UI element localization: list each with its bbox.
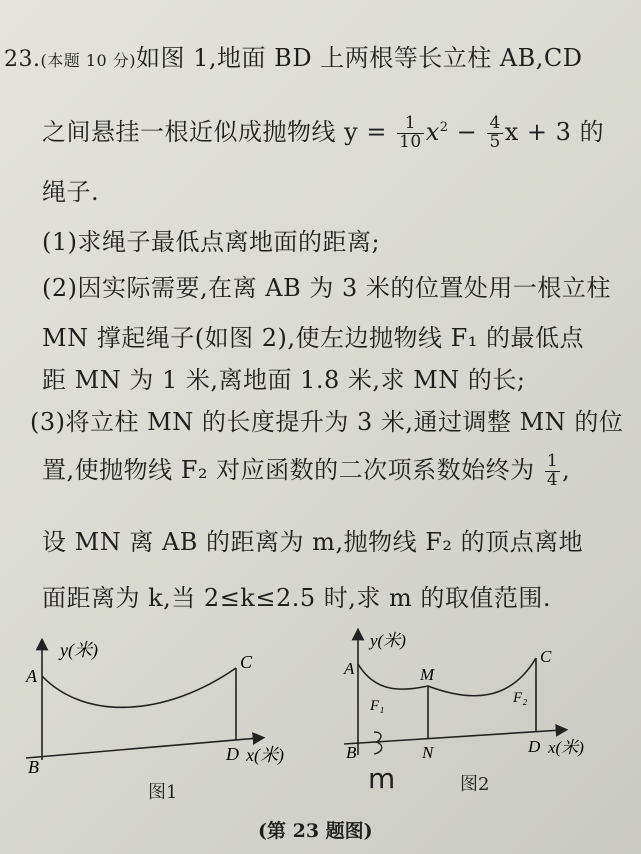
part-3-text-a: (3)将立柱 MN 的长度提升为 3 米,通过调整 MN 的位 (30, 408, 624, 436)
part-3-text-c: 设 MN 离 AB 的距离为 m,抛物线 F₂ 的顶点离地 (42, 528, 584, 556)
part-1 (42, 222, 380, 257)
part-1-text: (1)求绳子最低点离地面的距离; (42, 228, 381, 256)
fig2-label-d: D (528, 737, 541, 756)
question-intro-c: 绳子. (42, 178, 100, 206)
question-points: (本题 10 分) (40, 51, 137, 70)
handwritten-m: m (368, 762, 396, 795)
fig2-label-n: N (422, 743, 434, 762)
var-x: x (425, 118, 440, 146)
fig2-label-f2: F₂ (513, 690, 528, 706)
question-line-3 (42, 172, 99, 207)
part-2-line-2 (42, 318, 584, 353)
part-2-text-b: MN 撑起绳子(如图 2),使左边抛物线 F₁ 的最低点 (42, 324, 584, 352)
fraction-1-4 (545, 453, 560, 490)
fig1-y-label: y(米) (60, 640, 98, 660)
part-2-line-3 (42, 360, 525, 395)
fraction-1-10 (397, 115, 424, 152)
fig2-label-b: B (346, 743, 357, 762)
question-line-1 (4, 38, 583, 73)
fraction-4-5 (487, 115, 502, 152)
question-intro-b-pre: 之间悬挂一根近似成抛物线 y = (42, 118, 387, 146)
fig2-handwritten-brace (374, 732, 382, 754)
figure-2-caption: 图2 (460, 774, 490, 795)
part-2-line-1 (42, 268, 611, 303)
frac-den: 4 (546, 470, 559, 490)
frac-num: 1 (546, 451, 559, 472)
fig1-label-c: C (240, 652, 253, 672)
frac-num: 1 (404, 113, 417, 134)
fig1-x-axis (26, 738, 259, 758)
minus-sign: − (448, 118, 478, 146)
fig2-curve-f1 (358, 664, 428, 689)
question-number: 23. (4, 47, 41, 72)
figure-1-caption: 图1 (148, 782, 178, 803)
frac-num: 4 (489, 113, 501, 134)
fig1-rope-curve (42, 668, 236, 707)
part-3-line-4 (42, 578, 551, 613)
exponent: 2 (439, 120, 449, 135)
part-2-text-c: 距 MN 为 1 米,离地面 1.8 米,求 MN 的长; (42, 366, 526, 394)
fig1-label-d: D (226, 744, 239, 764)
fig2-label-m: M (420, 665, 435, 684)
fig2-y-label: y(米) (370, 631, 406, 650)
fig1-x-label: x(米) (246, 745, 284, 765)
part-3-line-1 (30, 402, 623, 437)
figure-footer-caption: (第 23 题图) (258, 820, 373, 842)
figure-1 (14, 630, 314, 790)
fig2-label-a: A (344, 659, 355, 678)
fig2-label-f1: F₁ (370, 698, 385, 714)
part-3-text-d: 面距离为 k,当 2≤k≤2.5 时,求 m 的取值范围. (42, 584, 552, 612)
part-3-line-3 (42, 522, 583, 557)
fig1-label-a: A (26, 666, 37, 686)
question-line-2 (42, 112, 604, 152)
question-intro-a: 如图 1,地面 BD 上两根等长立柱 AB,CD (136, 44, 583, 72)
fig2-label-c: C (540, 647, 552, 666)
part-3-text-b: 置,使抛物线 F₂ 对应函数的二次项系数始终为 (42, 456, 535, 484)
fig1-label-b: B (28, 757, 39, 777)
fig2-x-label: x(米) (548, 738, 584, 757)
part-3-line-2 (42, 450, 570, 490)
part-3-text-b-post: , (562, 456, 571, 484)
question-intro-b-tail: x + 3 的 (504, 118, 605, 146)
part-2-text-a: (2)因实际需要,在离 AB 为 3 米的位置处用一根立柱 (42, 274, 611, 302)
frac-den: 10 (399, 132, 422, 152)
frac-den: 5 (489, 132, 501, 152)
